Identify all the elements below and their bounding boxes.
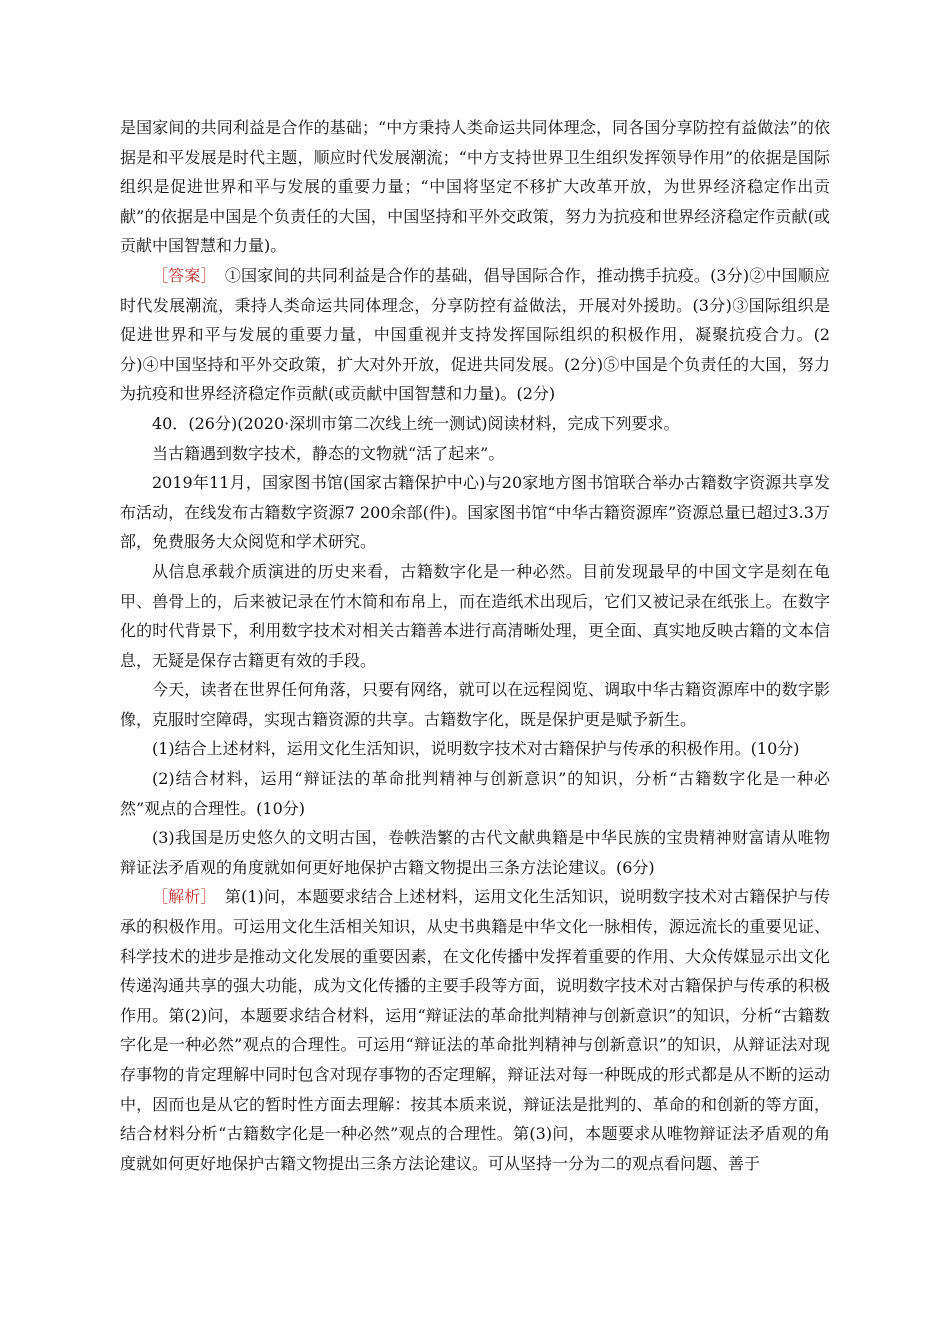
material-paragraph-2: 2019年11月，国家图书馆(国家古籍保护中心)与20家地方图书馆联合举办古籍数字资源共享发布活动，在线发布古籍数字资源7 200余部(件)。国家图书馆“中华古籍资源库”资源总量已超过3.3万部，免费服务大众阅览和学术研究。 (120, 473, 830, 552)
analysis-paragraph (120, 882, 830, 1178)
answer-tag: ［答案］ (152, 265, 209, 285)
sub-question-2: (2)结合材料，运用“辩证法的革命批判精神与创新意识”的知识，分析“古籍数字化是一种必然”观点的合理性。(10分) (120, 769, 830, 818)
material-paragraph-3: 从信息承载介质演进的历史来看，古籍数字化是一种必然。目前发现最早的中国文字是刻在龟甲、兽骨上的，后来被记录在竹木简和布帛上，而在造纸术出现后，它们又被记录在纸张上。在数字化的时代背景下，利用数字技术对相关古籍善本进行高清晰处理，更全面、真实地反映古籍的文本信息，无疑是保存古籍更有效的手段。 (120, 561, 830, 670)
material-paragraph-1: 当古籍遇到数字技术，静态的文物就“活了起来”。 (152, 443, 505, 463)
sub-question-3: (3)我国是历史悠久的文明古国，卷帙浩繁的古代文献典籍是中华民族的宝贵精神财富请从唯物辩证法矛盾观的角度就如何更好地保护古籍文物提出三条方法论建议。(6分) (120, 828, 830, 877)
analysis-text: 第(1)问，本题要求结合上述材料，运用文化生活知识，说明数字技术对古籍保护与传承的积极作用。可运用文化生活相关知识，从史书典籍是中华文化一脉相传，源远流长的重要见证、科学技术的进步是推动文化发展的重要因素，在文化传播中发挥着重要的作用、大众传媒显示出文化传递沟通共享的强大功能，成为文化传播的主要手段等方面，说明数字技术对古籍保护与传承的积极作用。第(2)问，本题要求结合材料，运用“辩证法的革命批判精神与创新意识”的知识，分析“古籍数字化是一种必然”观点的合理性。可运用“辩证法的革命批判精神与创新意识”的知识，从辩证法对现存事物的肯定理解中同时包含对现存事物的否定理解，辩证法对每一种既成的形式都是从不断的运动中，因而也是从它的暂时性方面去理解：按其本质来说，辩证法是批判的、革命的和创新的等方面，结合材料分析“古籍数字化是一种必然”观点的合理性。第(3)问，本题要求从唯物辩证法矛盾观的角度就如何更好地保护古籍文物提出三条方法论建议。可从坚持一分为二的观点看问题、善于 (120, 887, 830, 1173)
sub-question-1: (1)结合上述材料，运用文化生活知识，说明数字技术对古籍保护与传承的积极作用。(10分) (152, 739, 800, 759)
analysis-tag: ［解析］ (152, 887, 209, 907)
document-page (120, 113, 830, 1178)
answer-text: ①国家间的共同利益是合作的基础，倡导国际合作，推动携手抗疫。(3分)②中国顺应时代发展潮流，秉持人类命运共同体理念，分享防控有益做法，开展对外援助。(3分)③国际组织是促进世界和平与发展的重要力量，中国重视并支持发挥国际组织的积极作用，凝聚抗疫合力。(2分)④中国坚持和平外交政策，扩大对外开放，促进共同发展。(2分)⑤中国是个负责任的大国，努力为抗疫和世界经济稳定作贡献(或贡献中国智慧和力量)。(2分) (120, 265, 830, 404)
answer-paragraph (120, 261, 830, 409)
paragraph-continued-analysis: 是国家间的共同利益是合作的基础；“中方秉持人类命运共同体理念，同各国分享防控有益做法”的依据是和平发展是时代主题，顺应时代发展潮流；“中方支持世界卫生组织发挥领导作用”的依据是国际组织是促进世界和平与发展的重要力量；“中国将坚定不移扩大改革开放，为世界经济稳定作出贡献”的依据是中国是个负责任的大国，中国坚持和平外交政策，努力为抗疫和世界经济稳定作贡献(或贡献中国智慧和力量)。 (120, 118, 830, 256)
material-paragraph-4: 今天，读者在世界任何角落，只要有网络，就可以在远程阅览、调取中华古籍资源库中的数字影像，克服时空障碍，实现古籍资源的共享。古籍数字化，既是保护更是赋予新生。 (120, 680, 830, 729)
question-40-heading: 40．(26分)(2020·深圳市第二次线上统一测试)阅读材料，完成下列要求。 (152, 413, 680, 433)
